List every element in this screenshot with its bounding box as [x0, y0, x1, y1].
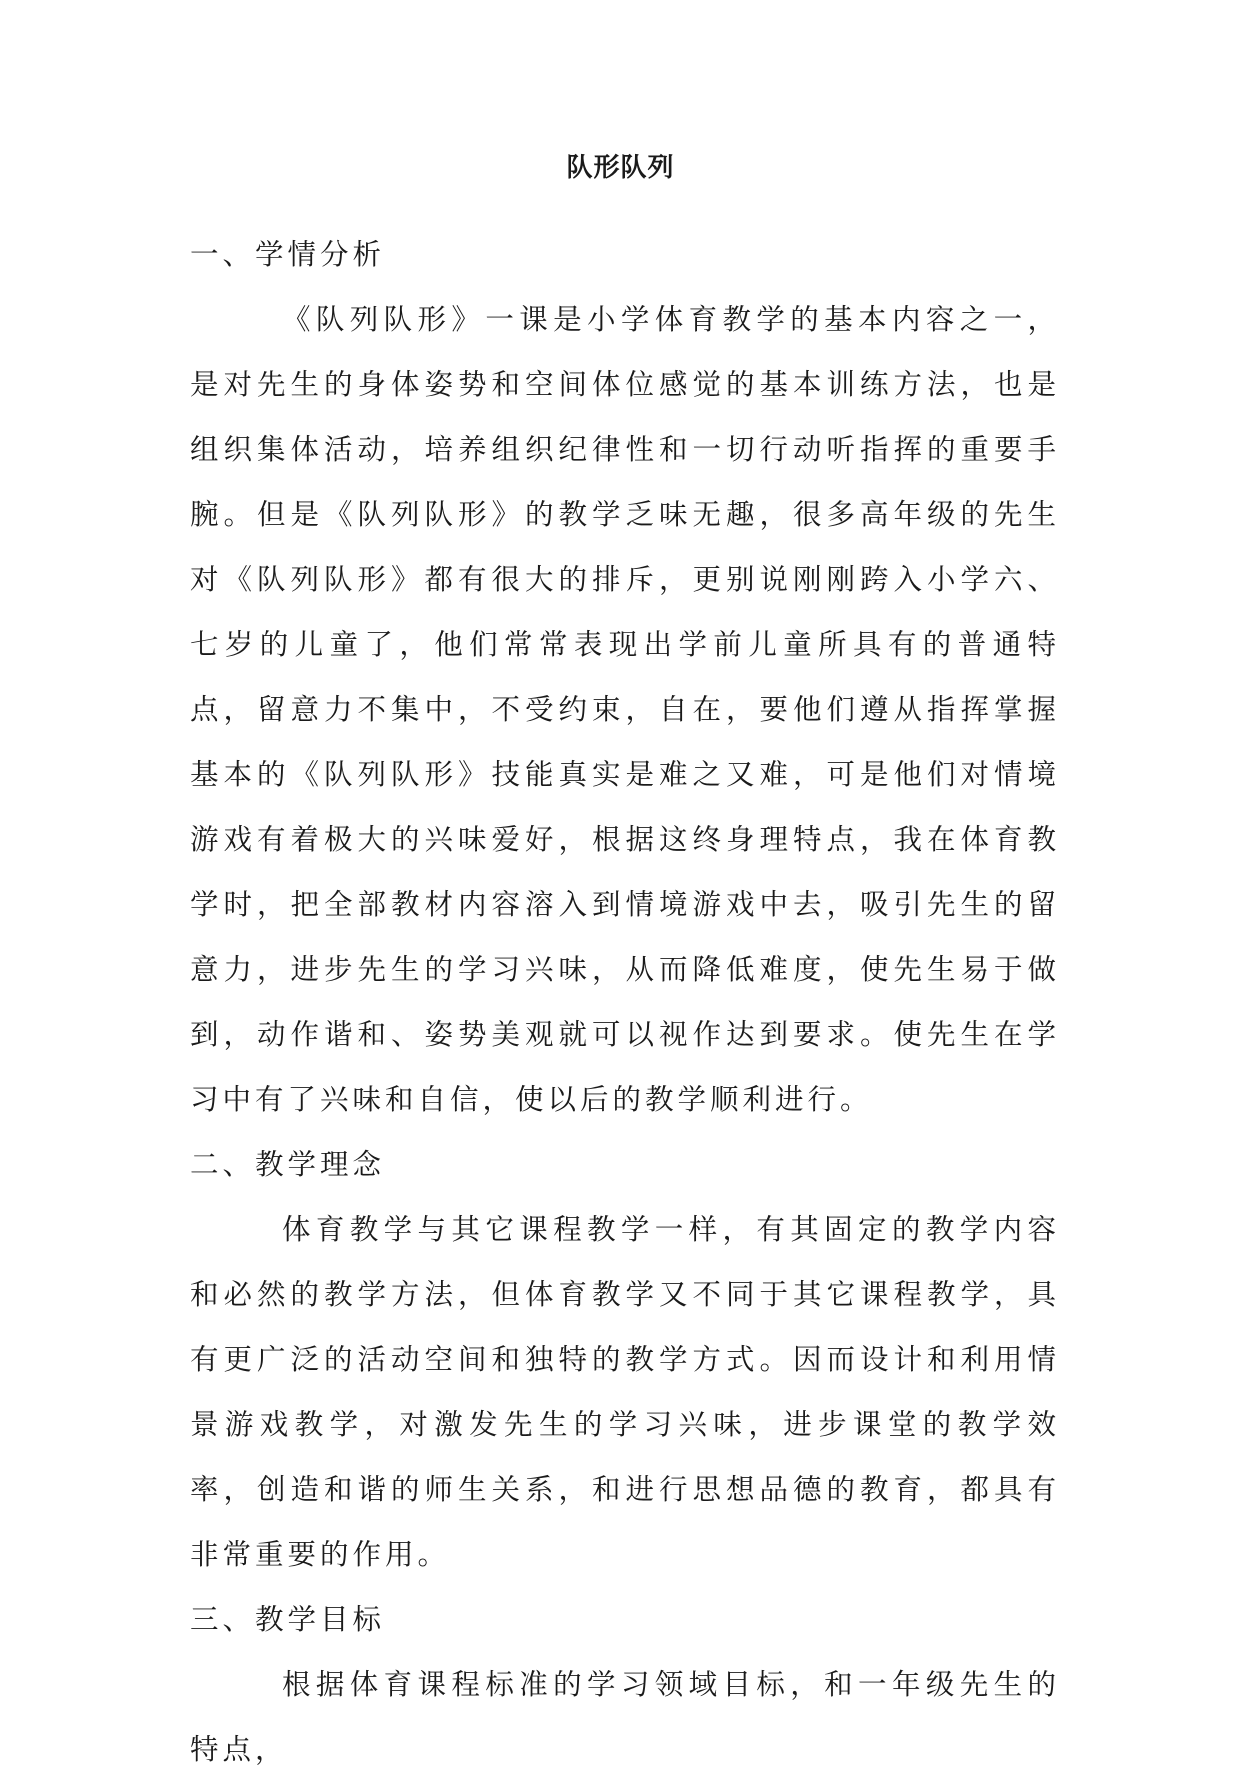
section-teaching-goals: [190, 1587, 1060, 1782]
document-body: [190, 222, 1060, 1782]
section-learning-analysis: [190, 222, 1060, 1132]
page-title: 队形队列: [566, 153, 675, 183]
section-teaching-philosophy: [190, 1132, 1060, 1587]
section-heading: 一、学情分析: [190, 238, 386, 271]
section-heading: 二、教学理念: [190, 1148, 386, 1181]
section-paragraph: 《队列队形》一课是小学体育教学的基本内容之一，是对先生的身体姿势和空间体位感觉的基本训练方法，也是组织集体活动，培养组织纪律性和一切行动听指挥的重要手腕。但是《队列队形》的教学乏味无趣，很多高年级的先生对《队列队形》都有很大的排斥，更别说刚刚跨入小学六、七岁的儿童了，他们常常表现出学前儿童所具有的普通特点，留意力不集中，不受约束，自在，要他们遵从指挥掌握基本的《队列队形》技能真实是难之又难，可是他们对情境游戏有着极大的兴味爱好，根据这终身理特点，我在体育教学时，把全部教材内容溶入到情境游戏中去，吸引先生的留意力，进步先生的学习兴味，从而降低难度，使先生易于做到，动作谐和、姿势美观就可以视作达到要求。使先生在学习中有了兴味和自信，使以后的教学顺利进行。: [190, 303, 1060, 1116]
section-paragraph: 根据体育课程标准的学习领域目标，和一年级先生的特点，: [190, 1668, 1060, 1766]
section-paragraph: 体育教学与其它课程教学一样，有其固定的教学内容和必然的教学方法，但体育教学又不同于其它课程教学，具有更广泛的活动空间和独特的教学方式。因而设计和利用情景游戏教学，对激发先生的学习兴味，进步课堂的教学效率，创造和谐的师生关系，和进行思想品德的教育，都具有非常重要的作用。: [190, 1213, 1060, 1571]
section-heading: 三、教学目标: [190, 1603, 386, 1636]
